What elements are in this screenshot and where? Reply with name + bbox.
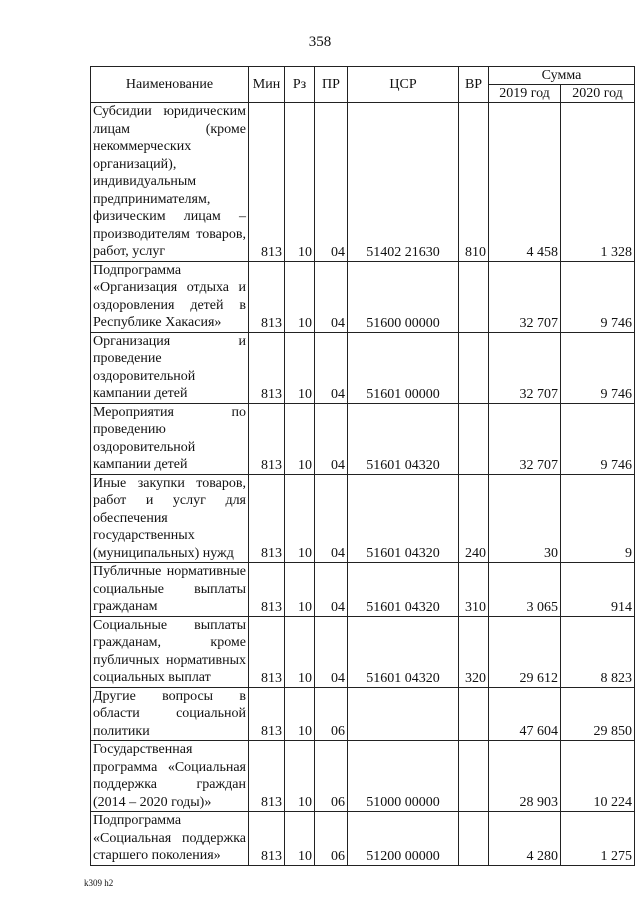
row-name: Иные закупки товаров, работ и услуг для обеспечения государственных (муниципальных) нужд bbox=[91, 474, 249, 563]
table-row bbox=[91, 812, 635, 866]
row-sum-2020: 1 328 bbox=[561, 103, 635, 262]
row-name: Социальные выплаты гражданам, кроме публичных нормативных социальных выплат bbox=[91, 616, 249, 687]
row-rz: 10 bbox=[285, 563, 315, 617]
row-sum-2019: 3 065 bbox=[489, 563, 561, 617]
row-min: 813 bbox=[249, 474, 285, 563]
row-sum-2019: 47 604 bbox=[489, 687, 561, 741]
row-pr: 06 bbox=[315, 741, 348, 812]
table-row bbox=[91, 741, 635, 812]
row-name: Подпрограмма «Социальная поддержка старшего поколения» bbox=[91, 812, 249, 866]
table-row bbox=[91, 687, 635, 741]
row-pr: 04 bbox=[315, 403, 348, 474]
row-pr: 06 bbox=[315, 687, 348, 741]
page-number: 358 bbox=[308, 34, 332, 50]
row-csr bbox=[348, 687, 459, 741]
table-row bbox=[91, 103, 635, 262]
row-rz: 10 bbox=[285, 687, 315, 741]
row-csr: 51601 00000 bbox=[348, 332, 459, 403]
row-min: 813 bbox=[249, 741, 285, 812]
row-sum-2020: 9 746 bbox=[561, 261, 635, 332]
header-2020: 2020 год bbox=[561, 85, 635, 103]
row-csr: 51601 04320 bbox=[348, 403, 459, 474]
row-sum-2020: 914 bbox=[561, 563, 635, 617]
header-csr: ЦСР bbox=[348, 67, 459, 103]
table-row bbox=[91, 474, 635, 563]
row-sum-2020: 9 746 bbox=[561, 332, 635, 403]
budget-table bbox=[90, 66, 635, 866]
row-sum-2019: 32 707 bbox=[489, 403, 561, 474]
row-vr: 240 bbox=[459, 474, 489, 563]
row-min: 813 bbox=[249, 812, 285, 866]
row-csr: 51600 00000 bbox=[348, 261, 459, 332]
row-rz: 10 bbox=[285, 741, 315, 812]
row-vr: 310 bbox=[459, 563, 489, 617]
footer-code: k309 h2 bbox=[84, 878, 114, 888]
row-rz: 10 bbox=[285, 616, 315, 687]
row-sum-2019: 32 707 bbox=[489, 332, 561, 403]
row-sum-2020: 1 275 bbox=[561, 812, 635, 866]
row-vr bbox=[459, 332, 489, 403]
row-rz: 10 bbox=[285, 332, 315, 403]
row-pr: 04 bbox=[315, 332, 348, 403]
row-sum-2019: 4 458 bbox=[489, 103, 561, 262]
row-rz: 10 bbox=[285, 812, 315, 866]
row-pr: 06 bbox=[315, 812, 348, 866]
row-csr: 51601 04320 bbox=[348, 616, 459, 687]
row-name: Государственная программа «Социальная поддержка граждан (2014 – 2020 годы)» bbox=[91, 741, 249, 812]
row-min: 813 bbox=[249, 403, 285, 474]
row-vr bbox=[459, 261, 489, 332]
row-pr: 04 bbox=[315, 474, 348, 563]
table-row bbox=[91, 616, 635, 687]
row-min: 813 bbox=[249, 563, 285, 617]
row-rz: 10 bbox=[285, 261, 315, 332]
row-vr bbox=[459, 403, 489, 474]
row-sum-2020: 9 746 bbox=[561, 403, 635, 474]
row-sum-2020: 29 850 bbox=[561, 687, 635, 741]
row-sum-2020: 8 823 bbox=[561, 616, 635, 687]
row-vr: 810 bbox=[459, 103, 489, 262]
row-sum-2019: 4 280 bbox=[489, 812, 561, 866]
row-pr: 04 bbox=[315, 261, 348, 332]
header-2019: 2019 год bbox=[489, 85, 561, 103]
row-sum-2020: 10 224 bbox=[561, 741, 635, 812]
row-rz: 10 bbox=[285, 474, 315, 563]
row-min: 813 bbox=[249, 687, 285, 741]
row-sum-2019: 28 903 bbox=[489, 741, 561, 812]
row-csr: 51601 04320 bbox=[348, 563, 459, 617]
row-sum-2020: 9 bbox=[561, 474, 635, 563]
table-row bbox=[91, 261, 635, 332]
row-name: Субсидии юридическим лицам (кроме некоммерческих организаций), индивидуальным предпринимателям, физическим лицам – производителям товаров, работ, услуг bbox=[91, 103, 249, 262]
row-vr: 320 bbox=[459, 616, 489, 687]
row-csr: 51000 00000 bbox=[348, 741, 459, 812]
header-sum: Сумма bbox=[489, 67, 635, 85]
row-vr bbox=[459, 741, 489, 812]
header-vr: ВР bbox=[459, 67, 489, 103]
row-pr: 04 bbox=[315, 103, 348, 262]
row-min: 813 bbox=[249, 261, 285, 332]
row-name: Публичные нормативные социальные выплаты гражданам bbox=[91, 563, 249, 617]
row-pr: 04 bbox=[315, 616, 348, 687]
row-min: 813 bbox=[249, 332, 285, 403]
row-vr bbox=[459, 687, 489, 741]
row-csr: 51402 21630 bbox=[348, 103, 459, 262]
row-rz: 10 bbox=[285, 103, 315, 262]
header-pr: ПР bbox=[315, 67, 348, 103]
row-sum-2019: 32 707 bbox=[489, 261, 561, 332]
table-row bbox=[91, 332, 635, 403]
row-min: 813 bbox=[249, 616, 285, 687]
row-csr: 51200 00000 bbox=[348, 812, 459, 866]
row-vr bbox=[459, 812, 489, 866]
row-sum-2019: 30 bbox=[489, 474, 561, 563]
row-name: Мероприятия по проведению оздоровительной кампании детей bbox=[91, 403, 249, 474]
row-csr: 51601 04320 bbox=[348, 474, 459, 563]
row-sum-2019: 29 612 bbox=[489, 616, 561, 687]
row-name: Другие вопросы в области социальной политики bbox=[91, 687, 249, 741]
row-pr: 04 bbox=[315, 563, 348, 617]
table-row bbox=[91, 563, 635, 617]
row-name: Организация и проведение оздоровительной кампании детей bbox=[91, 332, 249, 403]
header-min: Мин bbox=[249, 67, 285, 103]
table-row bbox=[91, 403, 635, 474]
row-name: Подпрограмма «Организация отдыха и оздоровления детей в Республике Хакасия» bbox=[91, 261, 249, 332]
row-min: 813 bbox=[249, 103, 285, 262]
header-name: Наименование bbox=[91, 67, 249, 103]
header-rz: Рз bbox=[285, 67, 315, 103]
row-rz: 10 bbox=[285, 403, 315, 474]
